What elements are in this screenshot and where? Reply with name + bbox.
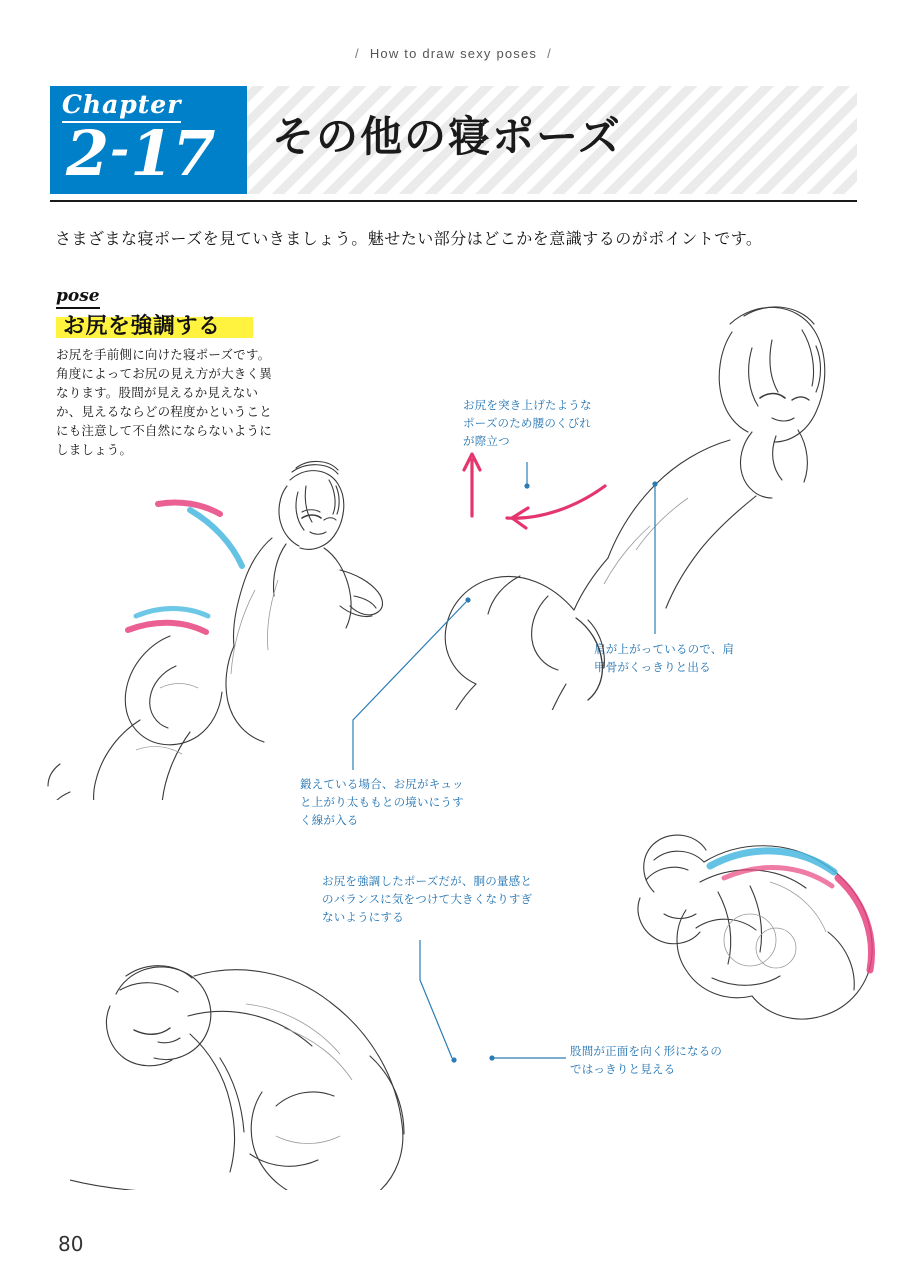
illustration-rear-view-pose	[600, 820, 890, 1050]
page-number: 80	[58, 1232, 84, 1256]
chapter-number-major: 2	[66, 117, 109, 190]
note-hip-raise: お尻を突き上げたようなポーズのため腰のくびれが際立つ	[463, 398, 592, 448]
note-shoulder-blade: 肩が上がっているので、肩甲骨がくっきりと出る	[594, 642, 735, 674]
pose-body-text: お尻を手前側に向けた寝ポーズです。角度によってお尻の見え方が大きく異なります。股間が見えるか見えないか、見えるならどの程度かということにも注意して不自然にならないようにしましょう。	[56, 347, 272, 457]
lead-paragraph: さまざまな寝ポーズを見ていきましょう。魅せたい部分はどこかを意識するのがポイントです。	[55, 229, 763, 248]
running-head	[0, 46, 907, 61]
illustration-hips-up-pose	[400, 290, 870, 710]
running-head-text: How to draw sexy poses	[369, 46, 538, 61]
running-head-slash-left: /	[355, 46, 360, 61]
note-trained-thigh: 鍛えている場合、お尻がキュッと上がり太ももとの境いにうすく線が入る	[300, 777, 464, 827]
chapter-number	[66, 117, 215, 190]
chapter-number-minor: 17	[130, 117, 215, 190]
chapter-word-text: Chapter	[62, 90, 181, 123]
illustration-reclining-pose	[40, 420, 420, 800]
illustration-curled-pose	[70, 930, 500, 1190]
pose-title-wrap	[56, 307, 256, 337]
header-divider	[50, 200, 857, 202]
chapter-number-dash: -	[110, 122, 129, 176]
running-head-slash-right: /	[547, 46, 552, 61]
pose-title: お尻を強調する	[63, 314, 221, 339]
pose-label: pose	[56, 286, 100, 309]
note-crotch-front: 股間が正面を向く形になるのではっきりと見える	[570, 1044, 723, 1076]
note-balance: お尻を強調したポーズだが、胴の量感とのバランスに気をつけて大きくなりすぎないようにする	[322, 874, 533, 924]
page-title: その他の寝ポーズ	[272, 112, 622, 161]
chapter-badge	[50, 86, 247, 194]
